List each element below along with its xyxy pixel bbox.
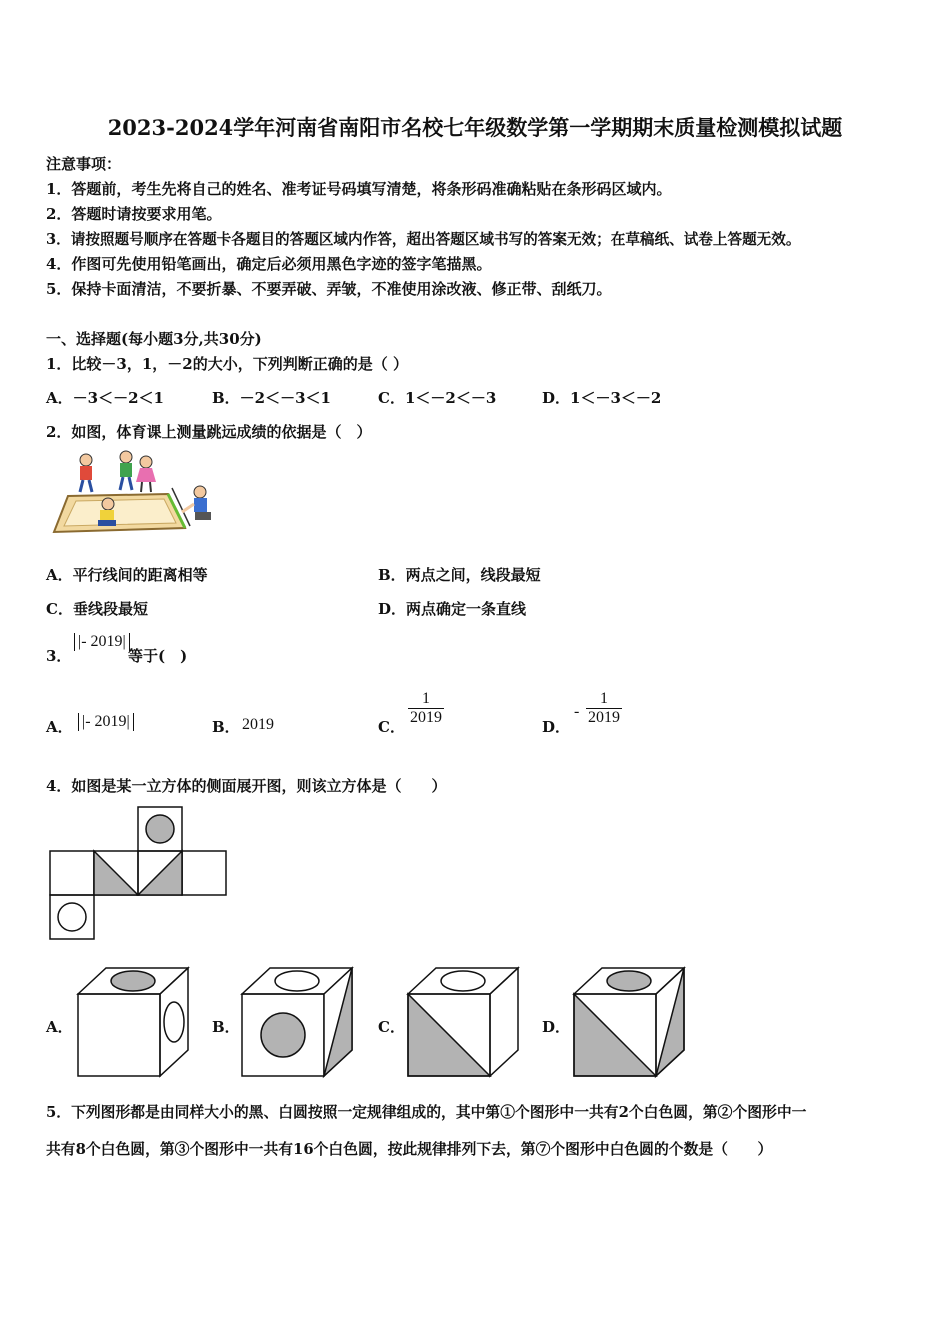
q3-option-d-label[interactable]: D． [542,718,571,736]
long-jump-illustration [50,448,225,538]
notice-item: 1．答题前，考生先将自己的姓名、准考证号码填写清楚，将条形码准确粘贴在条形码区域内。 [46,180,672,198]
q2-option-a[interactable]: A．平行线间的距离相等 [46,566,208,584]
q3-option-a-value: |- 2019| [78,713,134,731]
q4-option-a-cube[interactable] [76,966,192,1078]
q3-option-b-value: 2019 [242,716,274,733]
q3-option-c-label[interactable]: C． [378,718,405,736]
question-4-stem: 4．如图是某一立方体的侧面展开图，则该立方体是（ ） [46,777,447,795]
q1-option-b[interactable]: B．－2＜－3＜1 [212,389,331,407]
page-title: 2023-2024学年河南省南阳市名校七年级数学第一学期期末质量检测模拟试题 [107,115,843,140]
q1-option-c[interactable]: C．1＜－2＜－3 [378,389,497,407]
q1-option-d[interactable]: D．1＜－3＜－2 [542,389,662,407]
q4-option-d-label[interactable]: D． [542,1018,571,1036]
question-5-line-1: 5．下列图形都是由同样大小的黑、白圆按照一定规律组成的，其中第①个图形中一共有2个白色圆，第②个图形中一 [46,1104,807,1121]
fraction-numerator: 1 [586,690,622,709]
q3-option-a-label[interactable]: A． [46,718,73,736]
section-heading: 一、选择题(每小题3分,共30分) [46,330,262,348]
q3-option-d-fraction [586,690,622,727]
notice-item: 3．请按照题号顺序在答题卡各题目的答题区域内作答，超出答题区域书写的答案无效；在草稿纸、试卷上答题无效。 [46,231,801,248]
q2-option-c[interactable]: C．垂线段最短 [46,600,148,618]
q3-option-b-label[interactable]: B． [212,718,240,736]
q2-option-b[interactable]: B．两点之间，线段最短 [378,566,541,584]
q4-option-d-cube[interactable] [572,966,688,1078]
q4-option-b-label[interactable]: B． [212,1018,240,1036]
cube-net-diagram [48,806,228,940]
fraction-denominator: 2019 [588,709,620,726]
question-3-suffix: 等于( ) [128,647,188,665]
question-2-stem: 2．如图，体育课上测量跳远成绩的依据是（ ） [46,423,372,441]
question-5-line-2: 共有8个白色圆，第③个图形中一共有16个白色圆，按此规律排列下去，第⑦个图形中白色圆的个数是（ ） [46,1141,773,1158]
notice-heading: 注意事项： [46,155,122,173]
q4-option-c-label[interactable]: C． [378,1018,405,1036]
fraction-numerator: 1 [408,690,444,709]
q3-option-c-fraction [408,690,444,727]
question-3-expression: |- 2019| [74,633,130,651]
q4-option-c-cube[interactable] [406,966,522,1078]
question-3-number: 3． [46,647,72,665]
q3-option-d-sign: - [574,703,580,720]
notice-item: 2．答题时请按要求用笔。 [46,205,222,223]
notice-item: 5．保持卡面清洁，不要折暴、不要弄破、弄皱，不准使用涂改液、修正带、刮纸刀。 [46,280,612,298]
notice-item: 4．作图可先使用铅笔画出，确定后必须用黑色字迹的签字笔描黑。 [46,255,492,273]
fraction-denominator: 2019 [410,709,442,726]
q4-option-b-cube[interactable] [240,966,356,1078]
q4-option-a-label[interactable]: A． [46,1018,73,1036]
q2-option-d[interactable]: D．两点确定一条直线 [378,600,527,618]
q1-option-a[interactable]: A．－3＜－2＜1 [46,389,164,407]
question-1-stem: 1．比较－3，1，－2的大小，下列判断正确的是（ ） [46,355,408,373]
